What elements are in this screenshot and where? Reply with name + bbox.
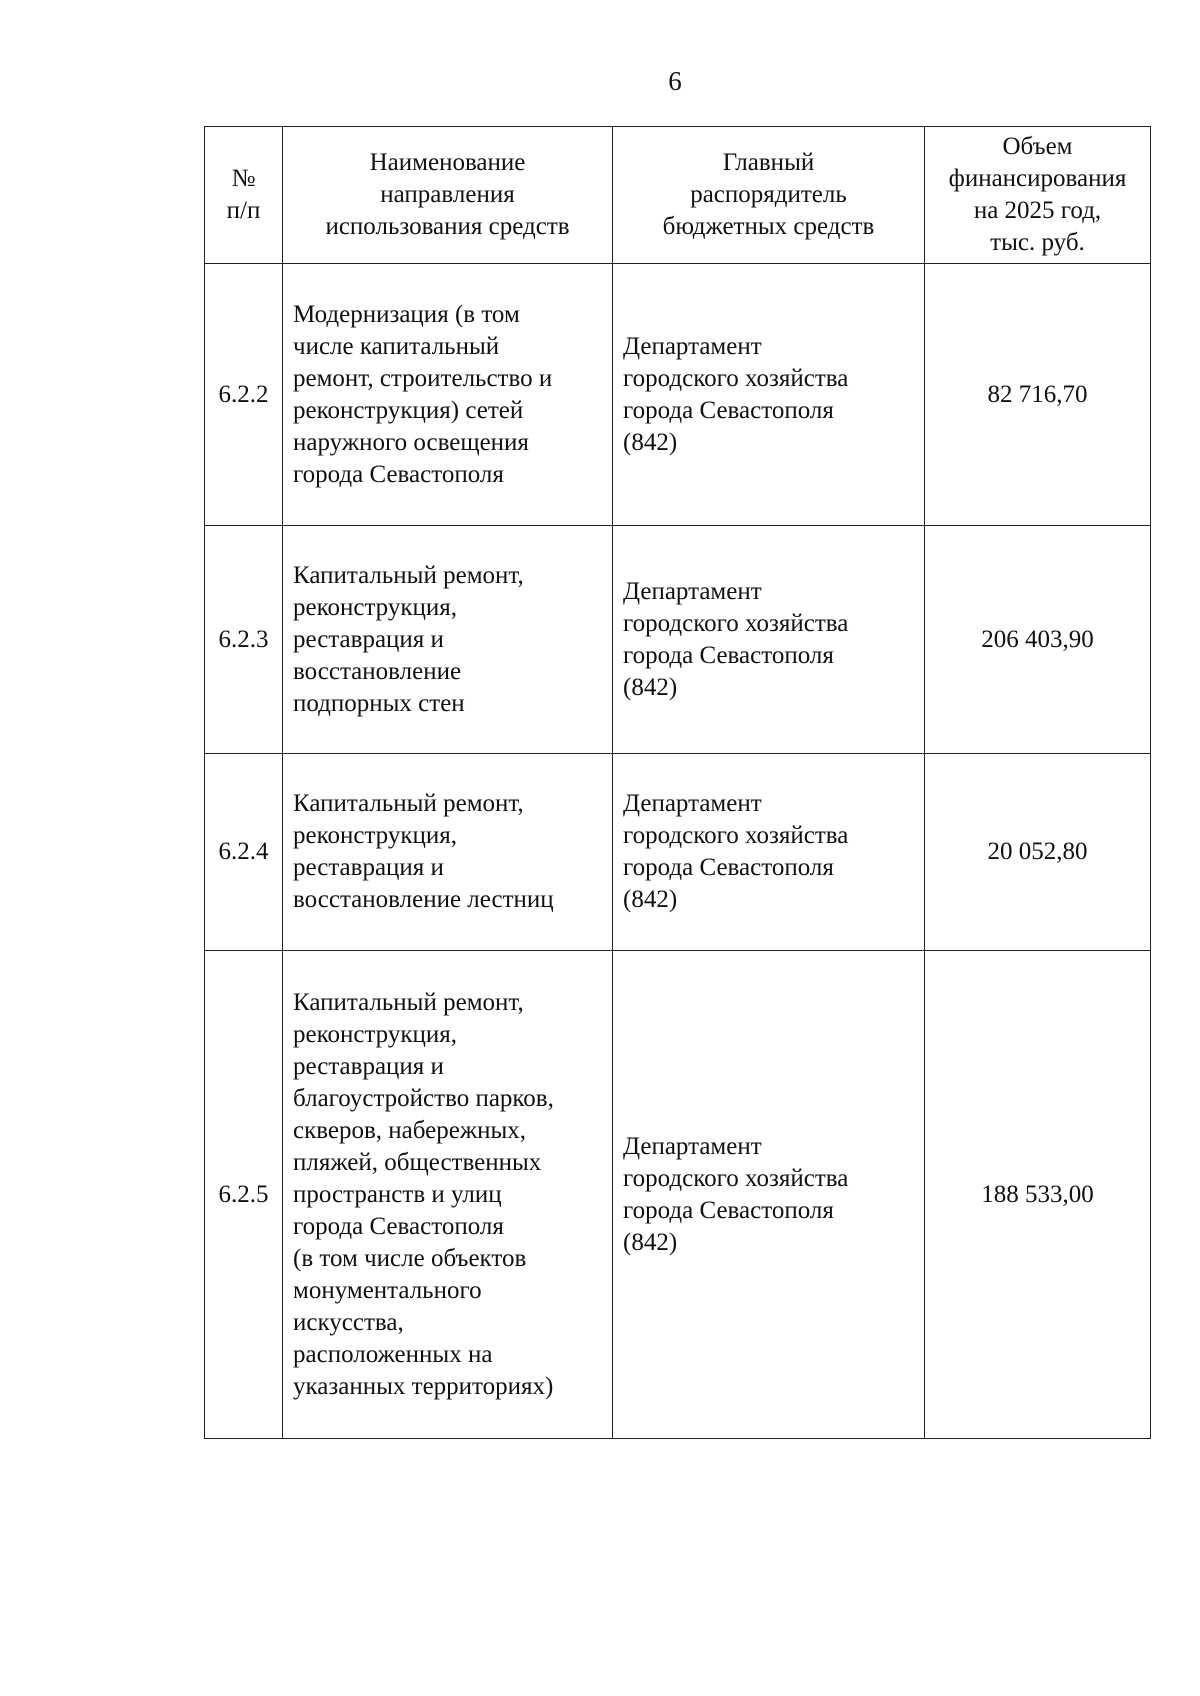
row-number: 6.2.5 xyxy=(205,951,283,1439)
table-row xyxy=(205,264,1151,526)
header-number: № п/п xyxy=(205,127,283,264)
row-amount: 206 403,90 xyxy=(925,526,1151,754)
header-name: Наименование направления использования средств xyxy=(283,127,613,264)
header-amount: Объем финансирования на 2025 год, тыс. руб. xyxy=(925,127,1151,264)
table-row xyxy=(205,951,1151,1439)
row-amount: 20 052,80 xyxy=(925,754,1151,951)
row-amount: 188 533,00 xyxy=(925,951,1151,1439)
row-name: Капитальный ремонт, реконструкция, реставрация и благоустройство парков, скверов, набережных, пляжей, общественных пространств и улиц города Севастополя (в том числе объектов монументального искусства, расположенных на указанных территориях) xyxy=(283,951,613,1439)
row-manager: Департамент городского хозяйства города Севастополя (842) xyxy=(613,526,925,754)
row-number: 6.2.2 xyxy=(205,264,283,526)
row-name: Капитальный ремонт, реконструкция, реставрация и восстановление подпорных стен xyxy=(283,526,613,754)
row-name: Модернизация (в том числе капитальный ремонт, строительство и реконструкция) сетей наружного освещения города Севастополя xyxy=(283,264,613,526)
row-manager: Департамент городского хозяйства города Севастополя (842) xyxy=(613,951,925,1439)
table-header-row xyxy=(205,127,1151,264)
table-row xyxy=(205,526,1151,754)
header-manager: Главный распорядитель бюджетных средств xyxy=(613,127,925,264)
row-number: 6.2.3 xyxy=(205,526,283,754)
page-number: 6 xyxy=(668,66,682,96)
table-row xyxy=(205,754,1151,951)
row-manager: Департамент городского хозяйства города Севастополя (842) xyxy=(613,264,925,526)
row-name: Капитальный ремонт, реконструкция, реставрация и восстановление лестниц xyxy=(283,754,613,951)
row-amount: 82 716,70 xyxy=(925,264,1151,526)
row-manager: Департамент городского хозяйства города Севастополя (842) xyxy=(613,754,925,951)
budget-table xyxy=(204,126,1151,1439)
row-number: 6.2.4 xyxy=(205,754,283,951)
